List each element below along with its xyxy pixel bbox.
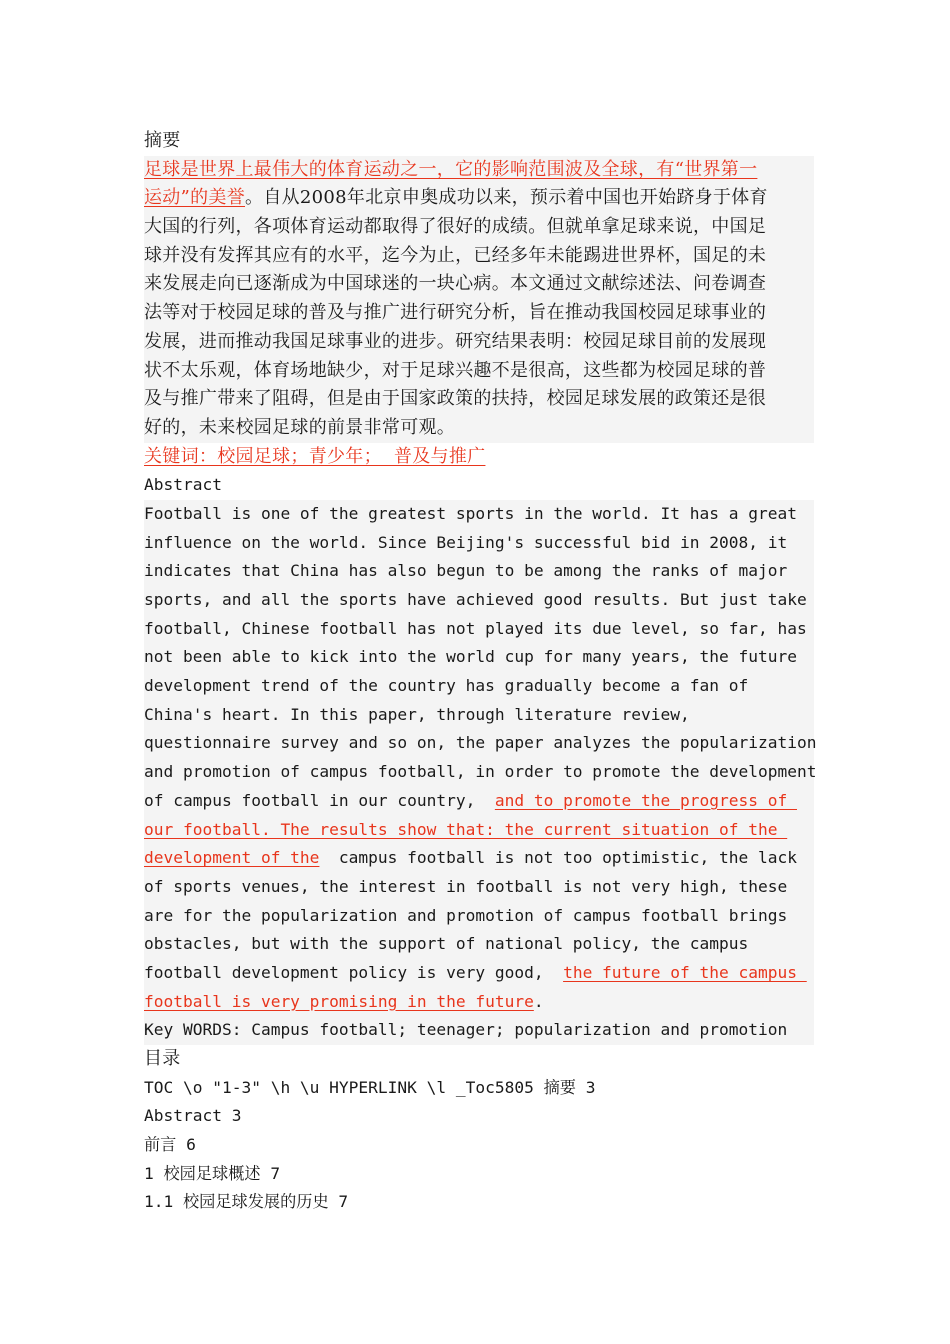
abstract-cn-line <box>144 156 814 185</box>
abstract-en-text: . <box>533 991 544 1011</box>
abstract-cn-line <box>144 299 814 328</box>
abstract-en-text: sports, and all the sports have achieved good results. But just take <box>144 590 807 609</box>
abstract-en-text: are for the popularization and promotion of campus football brings <box>144 905 788 925</box>
abstract-en-text: questionnaire survey and so on, the paper analyzes the popularization <box>144 733 817 753</box>
abstract-cn-highlight-text: 运动”的美誉 <box>144 187 246 209</box>
abstract-cn-text: 发展，进而推动我国足球事业的进步。研究结果表明：校园足球目前的发展现 <box>144 330 767 352</box>
abstract-en-line <box>144 787 814 816</box>
abstract-cn-line <box>144 414 814 443</box>
toc-entry[interactable]: Abstract 3 <box>144 1106 242 1126</box>
abstract-en-line <box>144 930 814 959</box>
abstract-cn-text: 来发展走向已逐渐成为中国球迷的一块心病。本文通过文献综述法、问卷调查 <box>144 273 767 295</box>
abstract-en-line <box>144 672 814 701</box>
abstract-en-line <box>144 529 814 558</box>
abstract-en-line <box>144 873 814 902</box>
abstract-en-heading: Abstract <box>144 475 222 495</box>
abstract-cn-text: 法等对于校园足球的普及与推广进行研究分析，旨在推动我国校园足球事业的 <box>144 302 767 324</box>
abstract-en-line <box>144 758 817 787</box>
abstract-en-line <box>144 902 814 931</box>
abstract-en-line <box>144 500 814 529</box>
abstract-cn-heading: 摘要 <box>144 130 181 151</box>
abstract-cn-keywords: 关键词：校园足球；青少年； 普及与推广 <box>144 445 486 467</box>
abstract-en-highlight-text: football is very promising in the future <box>144 991 534 1011</box>
abstract-cn-text: 大国的行列，各项体育运动都取得了很好的成绩。但就单拿足球来说，中国足 <box>144 216 767 238</box>
abstract-en-highlight-text: and to promote the progress of <box>494 790 797 810</box>
abstract-en-line <box>144 615 814 644</box>
abstract-cn-text: 状不太乐观，体育场地缺少，对于足球兴趣不是很高，这些都为校园足球的普 <box>144 359 767 381</box>
abstract-en-line <box>144 729 817 758</box>
abstract-en-line <box>144 643 814 672</box>
abstract-cn-line <box>144 213 814 242</box>
abstract-cn-line <box>144 184 814 213</box>
abstract-en-text: Football is one of the greatest sports in the world. It has a great <box>144 503 797 523</box>
abstract-en-line <box>144 959 814 988</box>
abstract-cn-text: 。自从2008年北京申奥成功以来，预示着中国也开始跻身于体育 <box>245 187 768 209</box>
abstract-en-line <box>144 701 814 730</box>
abstract-en-line <box>144 586 814 615</box>
abstract-cn-line <box>144 385 814 414</box>
toc-heading: 目录 <box>144 1048 181 1069</box>
abstract-en-line <box>144 816 814 845</box>
abstract-en-text: not been able to kick into the world cup for many years, the future <box>144 647 797 667</box>
abstract-cn-highlight-text: 足球是世界上最伟大的体育运动之一，它的影响范围波及全球，有“世界第一 <box>144 158 758 180</box>
abstract-en-text: of sports venues, the interest in football is not very high, these <box>144 876 788 896</box>
abstract-cn-line <box>144 242 814 271</box>
abstract-en-keywords: Key WORDS: Campus football; teenager; popularization and promotion <box>144 1016 814 1045</box>
abstract-cn-text: 球并没有发挥其应有的水平，迄今为止，已经多年未能踢进世界杯，国足的未 <box>144 244 767 266</box>
abstract-cn-line <box>144 328 814 357</box>
toc-entry[interactable]: 前言 6 <box>144 1135 196 1155</box>
abstract-cn-body <box>144 156 814 443</box>
abstract-en-text: football development policy is very good, <box>144 962 564 982</box>
toc-entry[interactable]: TOC \o "1-3" \h \u HYPERLINK \l _Toc5805 摘要 3 <box>144 1077 596 1097</box>
abstract-en-highlight-text: the future of the campus <box>563 962 807 982</box>
abstract-en-highlight-text: development of the <box>144 848 320 868</box>
toc-list <box>144 1074 814 1217</box>
abstract-en-text: China's heart. In this paper, through literature review, <box>144 704 690 724</box>
abstract-en-line <box>144 988 814 1017</box>
abstract-en-text: football, Chinese football has not played its due level, so far, has <box>144 618 807 638</box>
abstract-cn-text: 好的，未来校园足球的前景非常可观。 <box>144 416 456 438</box>
abstract-cn-line <box>144 357 814 386</box>
abstract-en-line <box>144 557 814 586</box>
abstract-en-text: indicates that China has also begun to be among the ranks of major <box>144 561 788 581</box>
abstract-en-body <box>144 500 817 1016</box>
abstract-en-text: development trend of the country has gradually become a fan of <box>144 676 749 696</box>
abstract-en-text: obstacles, but with the support of national policy, the campus <box>144 934 749 954</box>
abstract-en-highlight-text: our football. The results show that: the current situation of the <box>144 819 788 839</box>
toc-entry[interactable]: 1 校园足球概述 7 <box>144 1163 281 1183</box>
abstract-en-text: of campus football in our country, <box>144 790 495 810</box>
abstract-en-text: influence on the world. Since Beijing's successful bid in 2008, it <box>144 532 788 552</box>
document-page <box>144 127 817 1217</box>
abstract-en-text: campus football is not too optimistic, the lack <box>319 848 797 868</box>
abstract-cn-text: 及与推广带来了阻碍，但是由于国家政策的扶持，校园足球发展的政策还是很 <box>144 388 767 410</box>
abstract-cn-line <box>144 270 814 299</box>
toc-entry[interactable]: 1.1 校园足球发展的历史 7 <box>144 1192 349 1212</box>
abstract-en-text: and promotion of campus football, in order to promote the development <box>144 762 817 782</box>
abstract-en-line <box>144 844 814 873</box>
